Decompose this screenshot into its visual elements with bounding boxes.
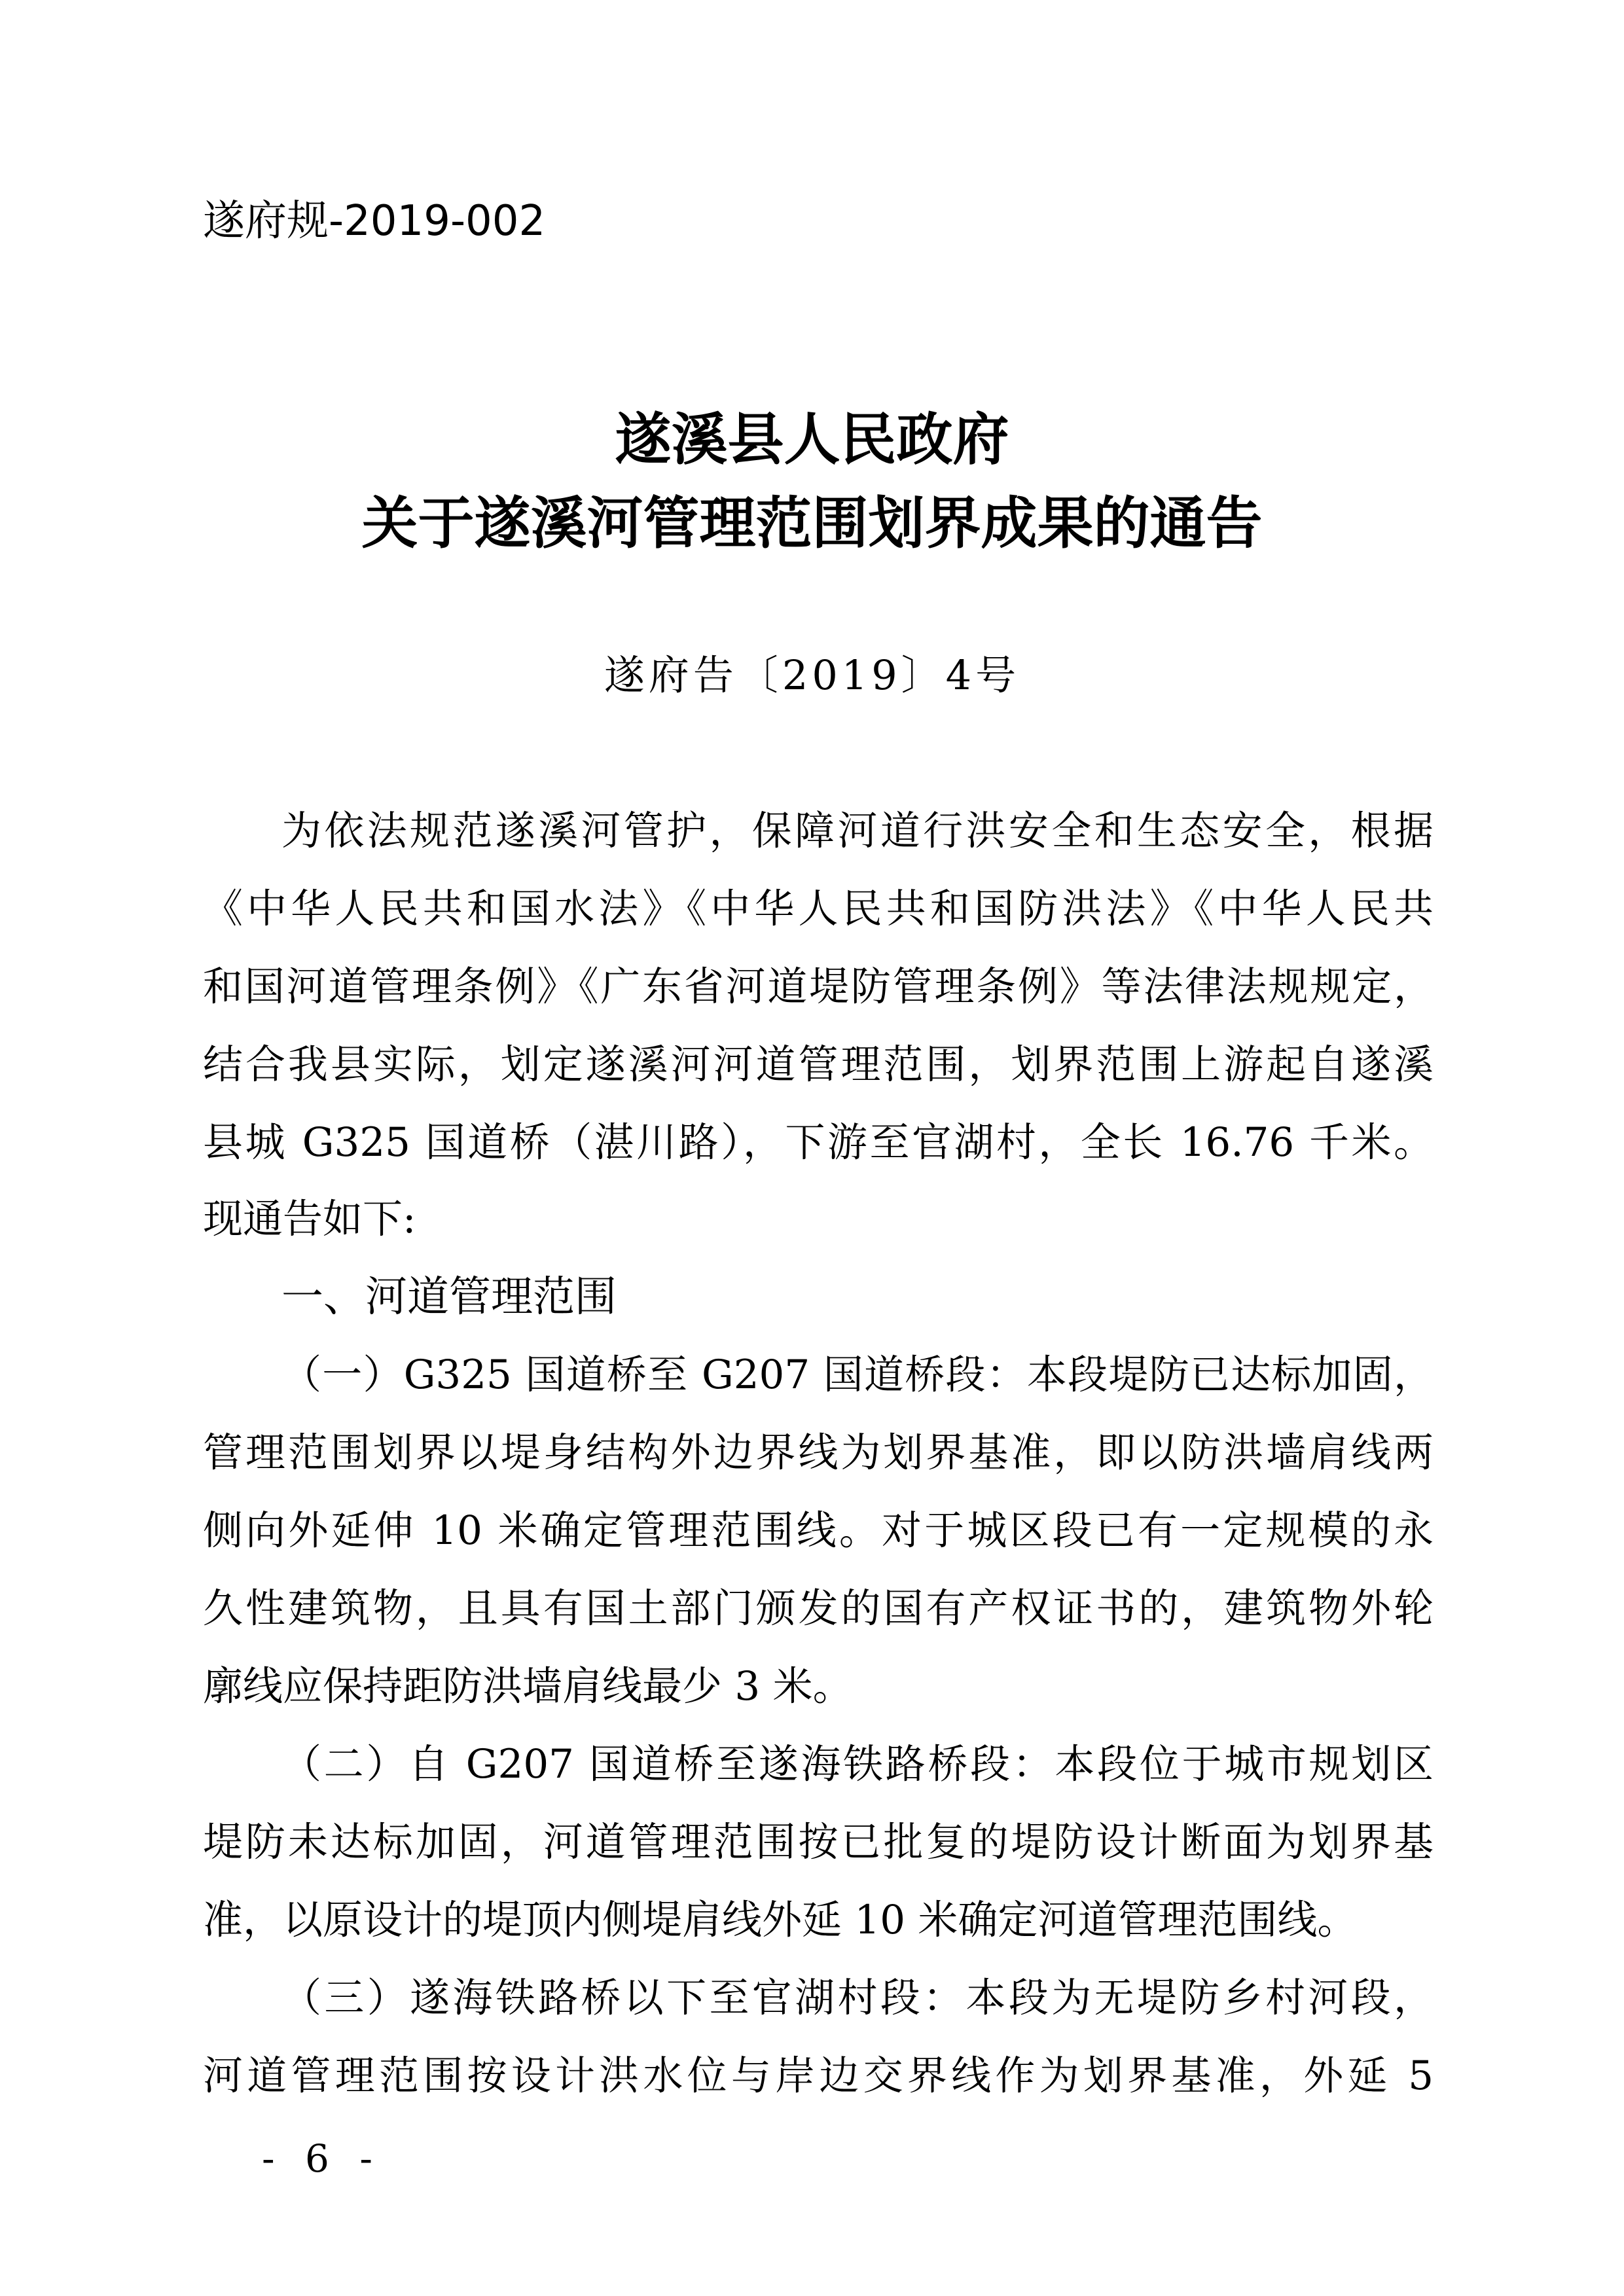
item-2-line-1: （二）自 G207 国道桥至遂海铁路桥段：本段位于城市规划区 <box>281 1741 1434 1787</box>
document-title-issuer: 遂溪县人民政府 <box>615 407 1009 473</box>
item-3-line-2: 河道管理范围按设计洪水位与岸边交界线作为划界基准，外延 5 <box>203 2053 1434 2099</box>
document-title-subject: 关于遂溪河管理范围划界成果的通告 <box>361 491 1263 556</box>
intro-line-3: 和国河道管理条例》《广东省河道堤防管理条例》等法律法规规定， <box>203 963 1434 1010</box>
item-1-line-1: （一）G325 国道桥至 G207 国道桥段：本段堤防已达标加固， <box>281 1352 1434 1398</box>
document-number: 遂府告〔2019〕4号 <box>604 651 1020 699</box>
item-1-line-4: 久性建筑物，且具有国土部门颁发的国有产权证书的，建筑物外轮 <box>203 1585 1434 1632</box>
item-1-line-3: 侧向外延伸 10 米确定管理范围线。对于城区段已有一定规模的永 <box>203 1507 1434 1554</box>
item-2-line-2: 堤防未达标加固，河道管理范围按已批复的堤防设计断面为划界基 <box>203 1819 1434 1865</box>
intro-line-2: 《中华人民共和国水法》《中华人民共和国防洪法》《中华人民共 <box>203 886 1434 932</box>
item-1-line-5: 廓线应保持距防洪墙肩线最少 3 米。 <box>203 1663 853 1710</box>
intro-line-5: 县城 G325 国道桥（湛川路），下游至官湖村，全长 16.76 千米。 <box>203 1119 1434 1166</box>
section-heading: 一、河道管理范围 <box>281 1273 617 1321</box>
item-1-line-2: 管理范围划界以堤身结构外边界线为划界基准，即以防洪墙肩线两 <box>203 1429 1434 1476</box>
item-2-line-3: 准，以原设计的堤顶内侧堤肩线外延 10 米确定河道管理范围线。 <box>203 1897 1358 1943</box>
page-number: - 6 - <box>262 2136 382 2181</box>
intro-line-6: 现通告如下: <box>203 1196 416 1242</box>
document-code: 遂府规-2019-002 <box>203 197 546 245</box>
intro-line-4: 结合我县实际，划定遂溪河河道管理范围，划界范围上游起自遂溪 <box>203 1041 1434 1088</box>
intro-line-1: 为依法规范遂溪河管护，保障河道行洪安全和生态安全，根据 <box>281 808 1434 854</box>
item-3-line-1: （三）遂海铁路桥以下至官湖村段：本段为无堤防乡村河段， <box>281 1975 1434 2021</box>
